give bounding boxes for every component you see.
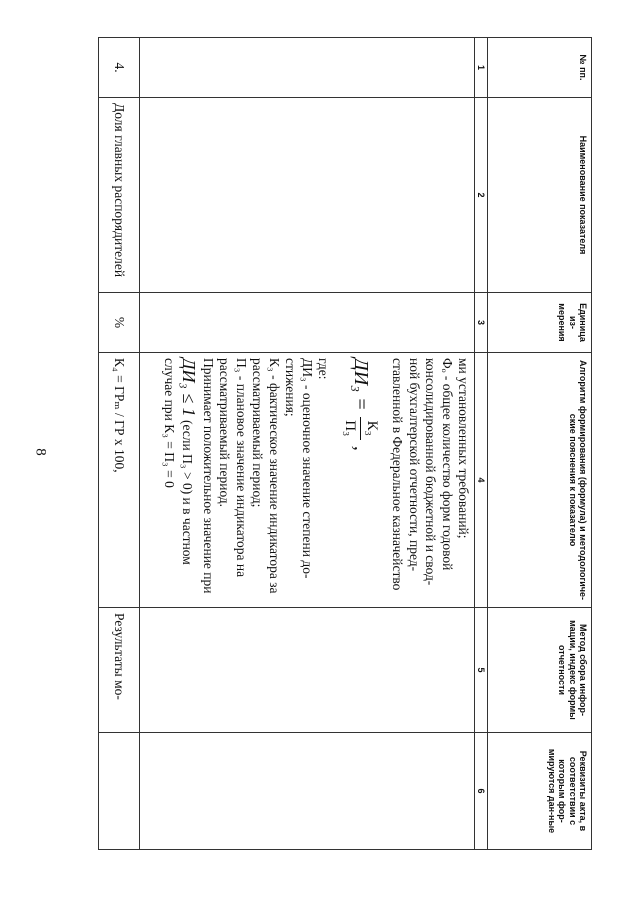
header-collection-method: Метод сбора инфор-мации, индекс формы отчетности — [488, 608, 592, 733]
cell-algorithm — [140, 353, 475, 608]
column-number: 2 — [475, 98, 488, 293]
formula-tail: , — [350, 445, 373, 451]
indicators-table — [98, 37, 592, 850]
algorithm-line: ми установленных требований; — [456, 358, 471, 539]
header-act-requisites: Реквизиты акта, в соответствии с которым фор-мируются дан-ные — [488, 733, 592, 850]
formula-lhs: ДИ₃ = — [350, 358, 373, 411]
definition-k3: К₃ - фактическое значение индикатора за рассматриваемый период; — [250, 358, 282, 594]
row4-indicator-name: Доля главных распорядителей — [99, 98, 140, 293]
inequality: ДИ₃ ≤ 1 — [179, 358, 200, 417]
column-number: 4 — [475, 353, 488, 608]
cell-method-empty — [140, 608, 475, 733]
row4-requisites — [99, 733, 140, 850]
header-unit: Единица из-мерения — [488, 293, 592, 353]
algorithm-definition-fo: Фₒ - общее количество форм годовой консолидированной бюджетной и свод-ной бухгалтерской отчетности, пред-ставленной в Федеральное казначейство — [390, 358, 455, 591]
header-number: № пп. — [488, 38, 592, 98]
column-number-row — [475, 38, 488, 850]
column-number: 3 — [475, 293, 488, 353]
cell-name-empty — [140, 98, 475, 293]
column-number: 6 — [475, 733, 488, 850]
formula-fraction — [341, 417, 381, 440]
definition-p3: П₃ - плановое значение индикатора на рассматриваемый период. — [217, 358, 249, 578]
inequality-condition: (если П₃ > 0) и в частном случае при К₃ = П₃ = 0 — [162, 358, 196, 565]
column-number: 1 — [475, 38, 488, 98]
header-algorithm: Алгоритм формирования (формула) и методологиче-ские пояснения к показателю — [488, 353, 592, 608]
table-row-continuation — [140, 38, 475, 850]
rotated-table-container — [98, 37, 592, 849]
table-row-4 — [99, 38, 140, 850]
page-number: 8 — [32, 448, 49, 456]
cell-requisites-empty — [140, 733, 475, 850]
row4-method: Результаты мо- — [99, 608, 140, 733]
row4-number: 4. — [99, 38, 140, 98]
cell-number-empty — [140, 38, 475, 98]
row4-formula: К₄ = ГРₘ / ГР х 100, — [99, 353, 140, 608]
formula-numerator: К₃ — [360, 417, 380, 440]
algorithm-accept: Принимает положительное значение при — [200, 358, 216, 594]
column-number: 5 — [475, 608, 488, 733]
algorithm-where: где: — [316, 358, 332, 380]
definition-di3: ДИ₃ - оценочное значение степени до-стижения; — [283, 358, 315, 579]
formula-denominator: П₃ — [342, 420, 359, 437]
row4-unit: % — [99, 293, 140, 353]
cell-unit-empty — [140, 293, 475, 353]
formula-di3 — [341, 358, 381, 602]
header-indicator-name: Наименование показателя — [488, 98, 592, 293]
